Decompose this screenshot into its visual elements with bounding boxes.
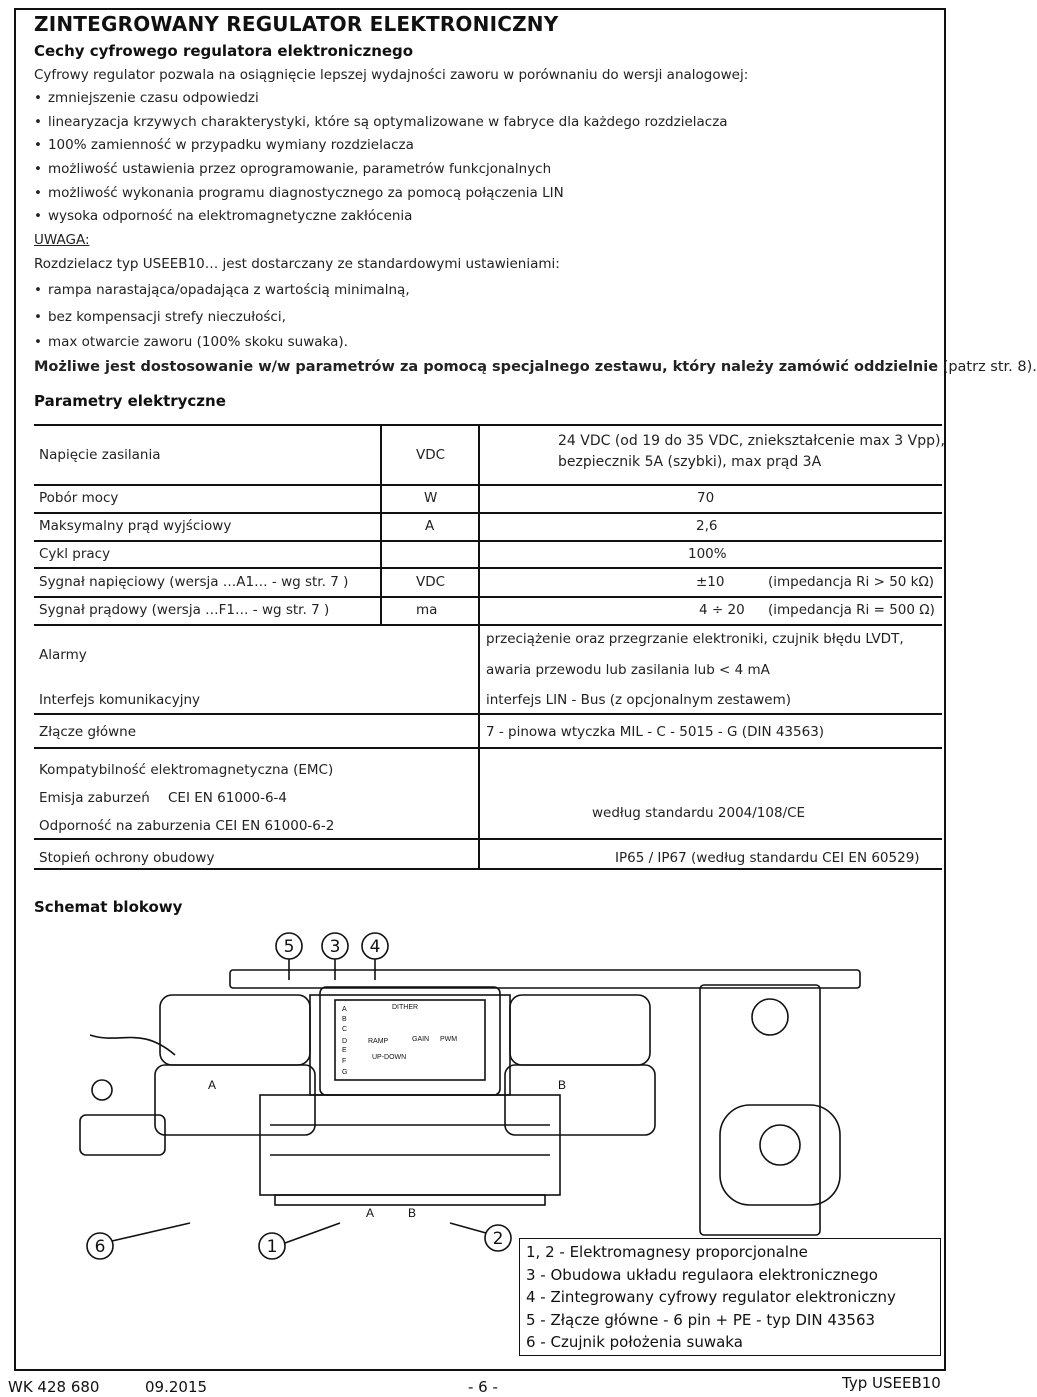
table-rule	[34, 512, 942, 514]
diagram-legend	[519, 1238, 941, 1356]
supply-unit: VDC	[416, 447, 446, 463]
current-label: Maksymalny prąd wyjściowy	[39, 518, 232, 534]
footer-type: Typ USEEB10	[842, 1374, 941, 1392]
current-value: 2,6	[696, 518, 718, 534]
port-label: A	[366, 1206, 375, 1220]
legend-item: 3 - Obudowa układu regulaora elektronicznego	[526, 1265, 878, 1284]
page-title: ZINTEGROWANY REGULATOR ELEKTRONICZNY	[34, 12, 559, 36]
power-label: Pobór mocy	[39, 490, 119, 506]
connector-value: 7 - pinowa wtyczka MIL - C - 5015 - G (DIN 43563)	[486, 724, 825, 740]
feature-item: • wysoka odporność na elektromagnetyczne zakłócenia	[34, 208, 412, 224]
immunity-label: Odporność na zaburzenia CEI EN 61000-6-2	[39, 818, 335, 834]
board-letter: C	[342, 1026, 348, 1033]
ip-label: Stopień ochrony obudowy	[39, 850, 215, 866]
emc-value: według standardu 2004/108/CE	[592, 805, 806, 821]
isig-unit: ma	[416, 602, 438, 618]
footer-date: 09.2015	[145, 1378, 208, 1396]
iface-value: interfejs LIN - Bus (z opcjonalnym zestawem)	[486, 692, 792, 708]
vsig-label: Sygnał napięciowy (wersja …A1… - wg str. 7 )	[39, 574, 349, 590]
feature-item: • zmniejszenie czasu odpowiedzi	[34, 90, 259, 106]
current-unit: A	[425, 518, 435, 534]
isig-impedance: (impedancja Ri = 500 Ω)	[768, 602, 935, 618]
board-label: PWM	[440, 1036, 458, 1043]
table-rule	[34, 567, 942, 569]
feature-item: • 100% zamienność w przypadku wymiany rozdzielacza	[34, 137, 414, 153]
alarm-label: Alarmy	[39, 647, 87, 663]
note-text: Rozdzielacz typ USEEB10… jest dostarczany ze standardowymi ustawieniami:	[34, 256, 560, 272]
adjust-text: Możliwe jest dostosowanie w/w parametrów za pomocą specjalnego zestawu, który należy zamówić oddzielnie (patrz str. 8).	[34, 359, 1037, 375]
supply-value: bezpiecznik 5A (szybki), max prąd 3A	[558, 454, 822, 470]
params-title: Parametry elektryczne	[34, 392, 226, 410]
emission-label: Emisja zaburzeń	[39, 790, 150, 806]
table-rule	[34, 868, 942, 870]
port-label: A	[208, 1078, 217, 1092]
callout-number: 4	[369, 937, 381, 957]
isig-value: 4 ÷ 20	[699, 602, 745, 618]
table-rule	[478, 424, 480, 747]
intro-text: Cyfrowy regulator pozwala na osiągnięcie lepszej wydajności zaworu w porównaniu do wersji analogowej:	[34, 67, 749, 83]
board-letter: D	[342, 1038, 348, 1045]
connector-label: Złącze główne	[39, 724, 137, 740]
table-rule	[380, 424, 382, 624]
section-subtitle: Cechy cyfrowego regulatora elektronicznego	[34, 42, 414, 60]
callout-number: 3	[329, 937, 341, 957]
footer-page: - 6 -	[468, 1378, 498, 1396]
power-value: 70	[697, 490, 715, 506]
port-label: B	[558, 1078, 567, 1092]
table-rule	[34, 713, 942, 715]
board-letter: B	[342, 1016, 347, 1023]
feature-item: • możliwość ustawienia przez oprogramowanie, parametrów funkcjonalnych	[34, 161, 551, 177]
feature-item: • linearyzacja krzywych charakterystyki, które są optymalizowane w fabryce dla każdego rozdzielacza	[34, 114, 728, 130]
alarm-value: awaria przewodu lub zasilania lub < 4 mA	[486, 662, 770, 678]
table-rule	[34, 747, 942, 749]
legend-item: 1, 2 - Elektromagnesy proporcjonalne	[526, 1243, 808, 1261]
diagram-title: Schemat blokowy	[34, 898, 183, 916]
board-label: GAIN	[412, 1036, 430, 1043]
default-item: • max otwarcie zaworu (100% skoku suwaka).	[34, 334, 348, 350]
alarm-value: przeciążenie oraz przegrzanie elektroniki, czujnik błędu LVDT,	[486, 631, 904, 647]
table-rule	[478, 747, 480, 868]
legend-item: 4 - Zintegrowany cyfrowy regulator elektroniczny	[526, 1288, 896, 1306]
port-label: B	[408, 1206, 417, 1220]
vsig-unit: VDC	[416, 574, 446, 590]
supply-value: 24 VDC (od 19 do 35 VDC, zniekształcenie max 3 Vpp),	[558, 433, 945, 449]
legend-item: 6 - Czujnik położenia suwaka	[526, 1333, 743, 1351]
callout-number: 5	[283, 937, 295, 957]
duty-label: Cykl pracy	[39, 546, 111, 562]
callout-number: 2	[492, 1229, 504, 1249]
board-letter: A	[342, 1006, 347, 1013]
note-label: UWAGA:	[34, 232, 90, 248]
table-rule	[34, 484, 942, 486]
table-rule	[34, 838, 942, 840]
vsig-value: ±10	[696, 574, 725, 590]
callout-number: 6	[94, 1237, 106, 1257]
board-letter: G	[342, 1069, 348, 1076]
footer-code: WK 428 680	[8, 1378, 100, 1396]
default-item: • bez kompensacji strefy nieczułości,	[34, 309, 286, 325]
isig-label: Sygnał prądowy (wersja …F1… - wg str. 7 )	[39, 602, 330, 618]
ip-value: IP65 / IP67 (według standardu CEI EN 60529)	[615, 850, 920, 866]
valve-diagram	[60, 925, 860, 1225]
feature-item: • możliwość wykonania programu diagnostycznego za pomocą połączenia LIN	[34, 185, 564, 201]
board-letter: E	[342, 1047, 347, 1054]
bottom-callouts	[80, 1225, 530, 1265]
emc-label: Kompatybilność elektromagnetyczna (EMC)	[39, 762, 334, 778]
board-label: UP-DOWN	[372, 1054, 407, 1061]
legend-item: 5 - Złącze główne - 6 pin + PE - typ DIN 43563	[526, 1310, 876, 1329]
board-label: RAMP	[368, 1038, 389, 1045]
callout-number: 1	[266, 1237, 278, 1257]
supply-label: Napięcie zasilania	[39, 447, 161, 463]
emission-standard: CEI EN 61000-6-4	[168, 790, 288, 806]
table-rule	[34, 596, 942, 598]
vsig-impedance: (impedancja Ri > 50 kΩ)	[768, 574, 935, 590]
iface-label: Interfejs komunikacyjny	[39, 692, 200, 708]
board-letter: F	[342, 1058, 347, 1065]
table-rule	[34, 624, 942, 626]
table-rule	[34, 540, 942, 542]
board-label: DITHER	[392, 1004, 419, 1011]
power-unit: W	[424, 490, 438, 506]
duty-value: 100%	[688, 546, 727, 562]
default-item: • rampa narastająca/opadająca z wartością minimalną,	[34, 282, 410, 298]
table-rule	[34, 424, 942, 426]
